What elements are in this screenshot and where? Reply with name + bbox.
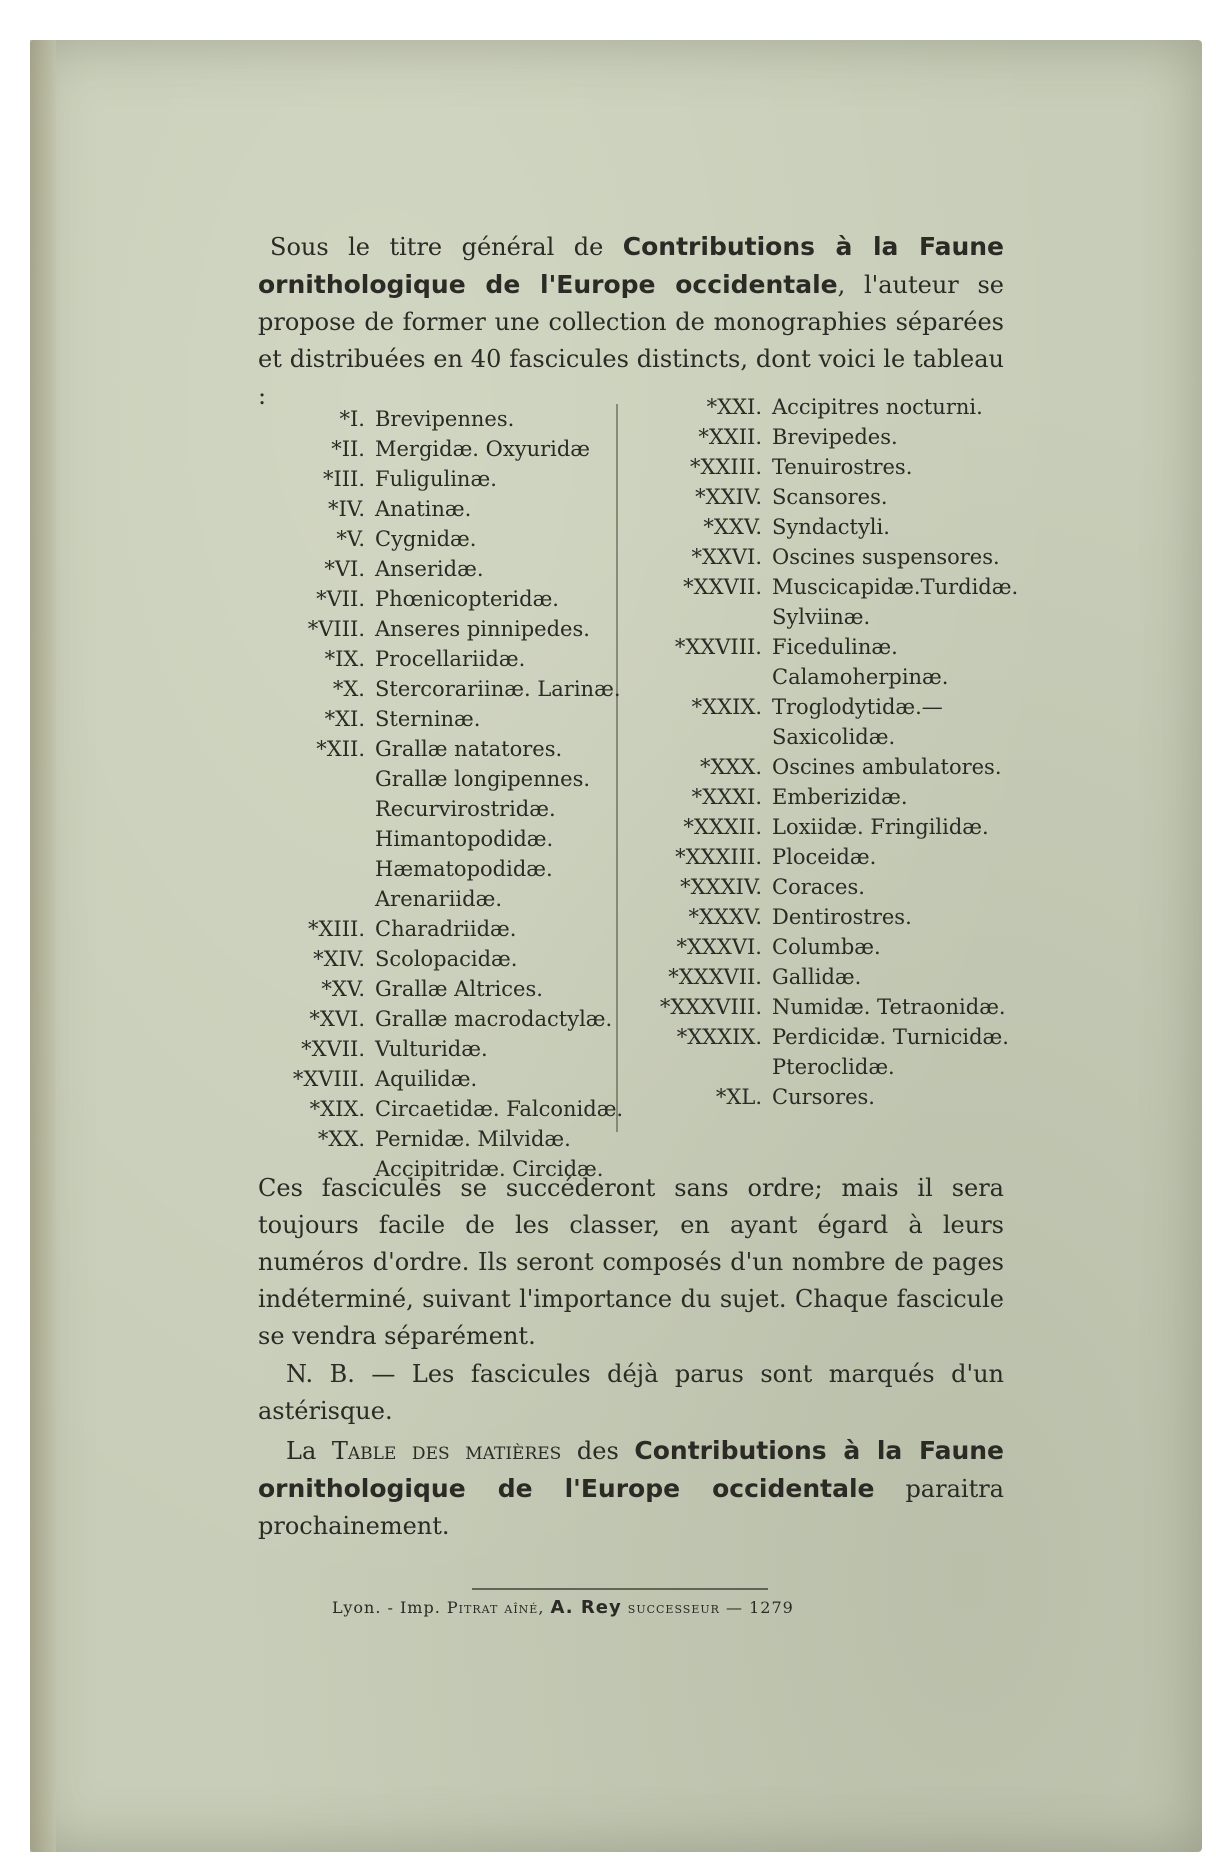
fascicle-entry: [632, 752, 1012, 782]
fascicle-number: *XXIV.: [695, 485, 762, 509]
fascicle-number: *XXXIII.: [675, 845, 762, 869]
fascicle-title: Aquilidæ.: [375, 1067, 478, 1091]
fascicle-number: *XV.: [321, 977, 365, 1001]
order-paragraph: Ces fascicules se succéderont sans ordre; mais il sera toujours facile de les classer, en ayant égard à leurs numéros d'ordre. Ils seront composés d'un nombre de pages indéterminé, suivant l'importance du sujet. Chaque fascicule se vendra séparément.: [258, 1174, 1004, 1350]
fascicle-entry: [632, 812, 1012, 842]
table-paragraph: [258, 1432, 1004, 1545]
fascicle-list-left: [285, 404, 630, 1184]
fascicle-entry: [632, 1082, 1012, 1112]
fascicle-title: Grallæ natatores. Grallæ longipennes. Recurvirostridæ. Himantopodidæ. Hæmatopodidæ. Arenariidæ.: [375, 737, 591, 911]
nb-paragraph: N. B. — Les fascicules déjà parus sont marqués d'un astérisque.: [258, 1360, 1004, 1425]
fascicle-title: Cursores.: [772, 1085, 875, 1109]
fascicle-entry: [285, 704, 630, 734]
fascicle-entry: [285, 554, 630, 584]
fascicle-title: Accipitres nocturni.: [772, 395, 983, 419]
table-text-end: paraitra prochainement.: [258, 1475, 1004, 1540]
fascicle-entry: [632, 992, 1012, 1022]
table-text-start: La: [286, 1437, 332, 1465]
fascicle-number: *XXXVIII.: [659, 995, 762, 1019]
fascicle-number: *XXV.: [703, 515, 762, 539]
fascicle-number: *XXXIV.: [680, 875, 762, 899]
fascicle-title: Coraces.: [772, 875, 865, 899]
imprint-successeur: successeur: [627, 1598, 720, 1617]
fascicle-number: *XXXV.: [688, 905, 762, 929]
fascicle-entry: [632, 572, 1019, 632]
fascicle-title: Numidæ. Tetraonidæ.: [772, 995, 1006, 1019]
fascicle-entry: [285, 1064, 630, 1094]
fascicle-entry: [632, 392, 1012, 422]
fascicle-entry: [632, 512, 1012, 542]
fascicle-number: *XXXII.: [683, 815, 762, 839]
fascicle-entry: [285, 974, 630, 1004]
fascicle-number: *XXIII.: [690, 455, 762, 479]
fascicle-number: *XXXIX.: [676, 1025, 762, 1049]
fascicle-number: *VI.: [324, 557, 365, 581]
fascicle-title: Cygnidæ.: [375, 527, 477, 551]
fascicle-title: Sterninæ.: [375, 707, 481, 731]
fascicle-number: *XIII.: [307, 917, 365, 941]
intro-text-start: Sous le titre général de: [270, 233, 623, 261]
fascicle-entry: [632, 482, 1012, 512]
intro-paragraph: [258, 228, 1004, 415]
fascicle-number: *VIII.: [307, 617, 365, 641]
fascicle-title: Syndactyli.: [772, 515, 890, 539]
fascicle-entry: [632, 692, 1012, 752]
fascicle-entry: [632, 932, 1012, 962]
fascicle-entry: [285, 644, 630, 674]
fascicle-entry: [285, 614, 630, 644]
fascicle-entry: [285, 524, 630, 554]
fascicle-title: Vulturidæ.: [375, 1037, 488, 1061]
fascicle-number: *XXI.: [706, 395, 762, 419]
fascicle-title: Grallæ Altrices.: [375, 977, 543, 1001]
fascicle-number: *XXIX.: [691, 695, 762, 719]
fascicle-list-right: [632, 392, 1019, 1112]
fascicle-title: Scansores.: [772, 485, 888, 509]
fascicle-title: Tenuirostres.: [772, 455, 913, 479]
fascicle-title: Brevipedes.: [772, 425, 898, 449]
intro-series-title: Contributions à la Faune ornithologique de l'Europe occidentale: [258, 232, 1004, 299]
fascicle-title: Troglodytidæ.— Saxicolidæ.: [772, 695, 943, 749]
table-series-title: Contributions à la Faune ornithologique de l'Europe occidentale: [258, 1436, 1005, 1503]
fascicle-number: *XXVI.: [691, 545, 762, 569]
fascicle-title: Anseridæ.: [375, 557, 484, 581]
fascicle-title: Ploceidæ.: [772, 845, 877, 869]
fascicle-entry: [632, 782, 1012, 812]
fascicle-number: *VII.: [316, 587, 365, 611]
fascicle-entry: [285, 1034, 630, 1064]
fascicle-number: *XIV.: [313, 947, 365, 971]
fascicle-title: Oscines suspensores.: [772, 545, 1000, 569]
fascicle-entry: [285, 1094, 630, 1124]
fascicle-title: Circaetidæ. Falconidæ.: [375, 1097, 624, 1121]
fascicle-number: *XI.: [324, 707, 365, 731]
fascicle-entry: [285, 464, 630, 494]
fascicle-entry: [285, 584, 630, 614]
fascicle-entry: [285, 914, 630, 944]
fascicle-title: Pernidæ. Milvidæ. Accipitridæ. Circidæ.: [375, 1127, 604, 1181]
fascicle-title: Muscicapidæ.Turdidæ. Sylviinæ.: [772, 575, 1019, 629]
imprint-rey: A. Rey: [550, 1597, 622, 1618]
fascicle-number: *XX.: [317, 1127, 365, 1151]
fascicle-number: *XXVIII.: [674, 635, 762, 659]
fascicle-number: *XII.: [316, 737, 365, 761]
fascicle-number: *XXX.: [699, 755, 762, 779]
table-smallcaps: Table des matières: [331, 1437, 562, 1465]
fascicle-title: Scolopacidæ.: [375, 947, 518, 971]
fascicle-entry: [632, 872, 1012, 902]
fascicle-number: *XXXI.: [691, 785, 762, 809]
intro-text-end: , l'auteur se propose de former une collection de monographies séparées et distribuées en 40 fascicules distincts, dont voici le tableau :: [258, 271, 1004, 410]
fascicle-title: Fuligulinæ.: [375, 467, 497, 491]
fascicle-number: *XXVII.: [683, 575, 762, 599]
fascicle-number: *XXII.: [698, 425, 762, 449]
fascicle-title: Columbæ.: [772, 935, 881, 959]
fascicle-entry: [632, 452, 1012, 482]
fascicle-title: Ficedulinæ. Calamoherpinæ.: [772, 635, 949, 689]
fascicle-title: Perdicidæ. Turnicidæ. Pteroclidæ.: [772, 1025, 1009, 1079]
fascicle-number: *IV.: [328, 497, 365, 521]
fascicle-entry: [285, 674, 630, 704]
fascicle-number: *XVI.: [309, 1007, 365, 1031]
fascicle-title: Oscines ambulatores.: [772, 755, 1002, 779]
fascicle-number: *II.: [331, 437, 365, 461]
fascicle-title: Phœnicopteridæ.: [375, 587, 559, 611]
fascicle-title: Brevipennes.: [375, 407, 515, 431]
fascicle-entry: [285, 434, 630, 464]
fascicle-entry: [632, 1022, 1012, 1082]
fascicle-number: *V.: [336, 527, 365, 551]
fascicle-number: *XXXVI.: [676, 935, 762, 959]
fascicle-number: *XVII.: [301, 1037, 365, 1061]
fascicle-entry: [632, 902, 1012, 932]
fascicle-number: *XXXVII.: [668, 965, 762, 989]
fascicle-title: Anseres pinnipedes.: [375, 617, 590, 641]
fascicle-entry: [632, 542, 1012, 572]
fascicle-title: Stercorariinæ. Larinæ.: [375, 677, 621, 701]
fascicle-entry: [632, 962, 1012, 992]
fascicle-entry: [285, 494, 630, 524]
imprint-printer: Pitrat aîné,: [446, 1598, 545, 1617]
fascicle-entry: [632, 422, 1012, 452]
fascicle-title: Mergidæ. Oxyuridæ: [375, 437, 591, 461]
fascicle-title: Gallidæ.: [772, 965, 862, 989]
fascicle-number: *IX.: [324, 647, 365, 671]
fascicle-title: Loxiidæ. Fringilidæ.: [772, 815, 989, 839]
fascicle-number: *XL.: [715, 1085, 762, 1109]
fascicle-entry: [632, 842, 1012, 872]
fascicle-entry: [285, 944, 630, 974]
fascicle-number: *I.: [339, 407, 365, 431]
fascicle-entry: [632, 632, 1012, 692]
fascicle-number: *XIX.: [309, 1097, 365, 1121]
fascicle-title: Procellariidæ.: [375, 647, 526, 671]
fascicle-title: Dentirostres.: [772, 905, 912, 929]
fascicle-number: *III.: [322, 467, 365, 491]
imprint-number: — 1279: [726, 1598, 794, 1617]
imprint-city: Lyon. - Imp.: [332, 1598, 447, 1617]
table-text-des: des: [561, 1437, 635, 1465]
fascicle-title: Anatinæ.: [375, 497, 472, 521]
fascicle-entry: [285, 1004, 630, 1034]
imprint-line: [332, 1597, 972, 1618]
imprint-rule: [472, 1588, 768, 1590]
fascicle-title: Charadriidæ.: [375, 917, 517, 941]
fascicle-number: *XVIII.: [292, 1067, 365, 1091]
worn-spine-edge: [30, 40, 56, 1852]
fascicle-entry: [285, 734, 630, 914]
fascicle-number: *X.: [332, 677, 365, 701]
fascicle-title: Grallæ macrodactylæ.: [375, 1007, 613, 1031]
fascicle-entry: [285, 404, 630, 434]
fascicle-title: Emberizidæ.: [772, 785, 908, 809]
